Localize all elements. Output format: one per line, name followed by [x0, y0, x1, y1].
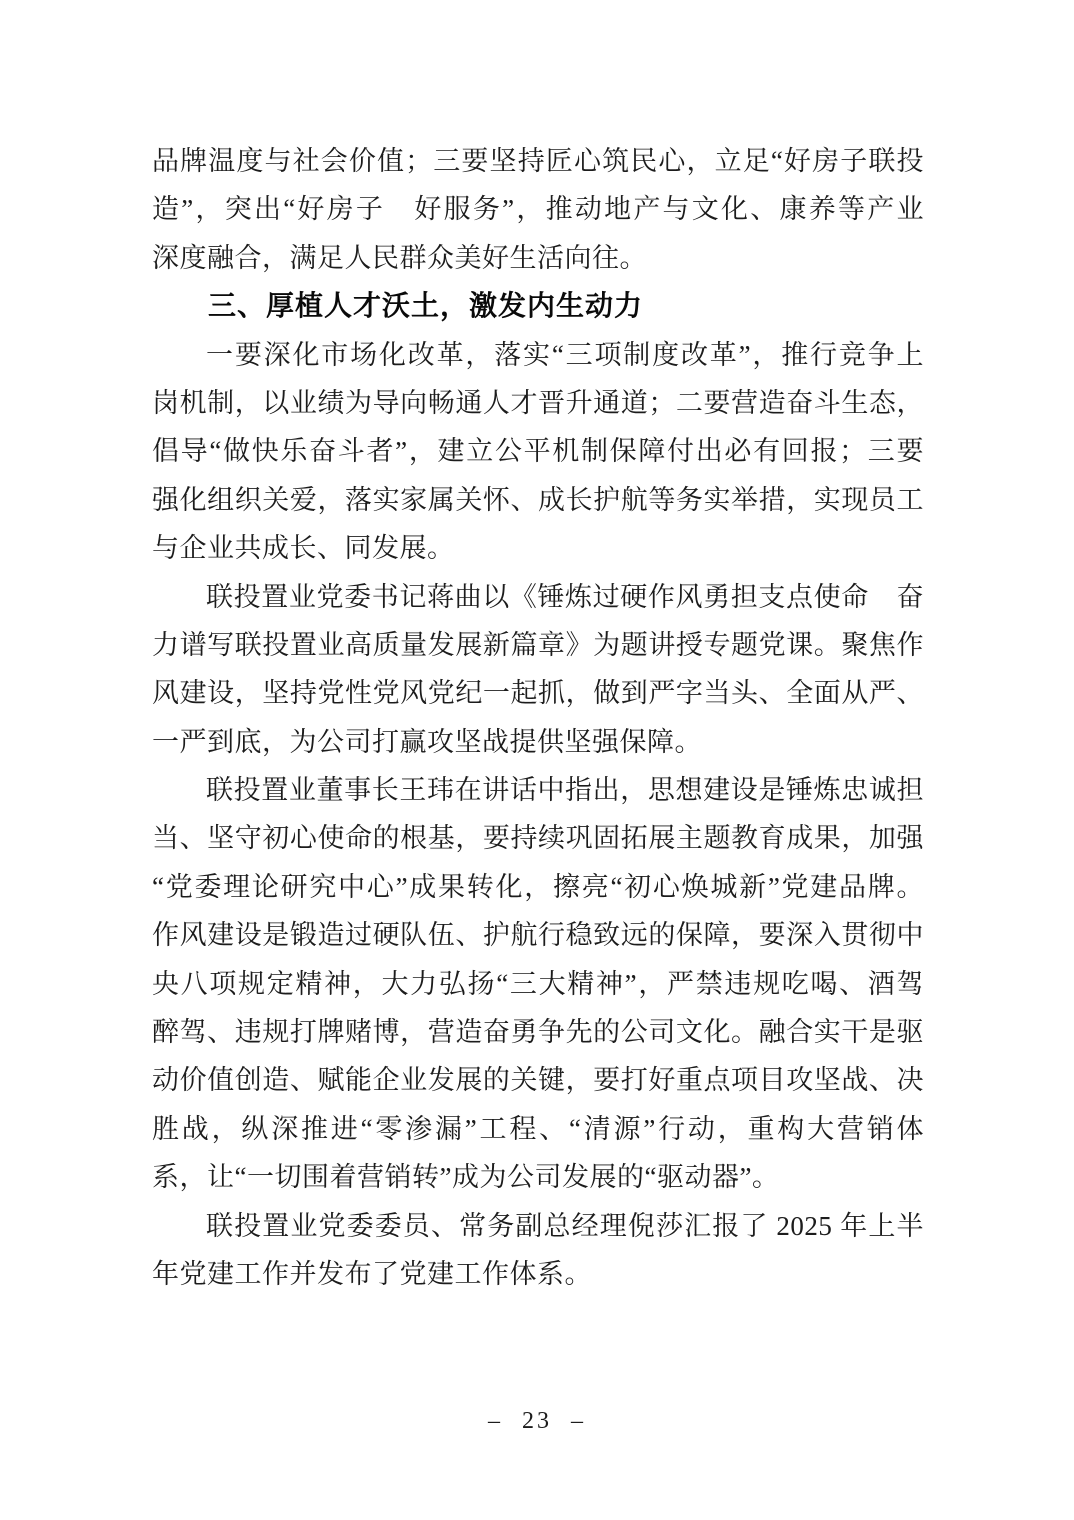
- text-line: 动价值创造、赋能企业发展的关键，要打好重点项目攻坚战、决: [152, 1065, 924, 1096]
- text-line: 造”，突出“好房子 好服务”，推动地产与文化、康养等产业: [152, 194, 924, 225]
- text-line: 醉驾、违规打牌赌博，营造奋勇争先的公司文化。融合实干是驱: [152, 1017, 924, 1048]
- text-line: 与企业共成长、同发展。: [152, 533, 455, 564]
- text-line: 倡导“做快乐奋斗者”，建立公平机制保障付出必有回报；三要: [152, 436, 924, 467]
- text-line: 力谱写联投置业高质量发展新篇章》为题讲授专题党课。聚焦作: [152, 629, 924, 660]
- text-line: 岗机制，以业绩为导向畅通人才晋升通道；二要营造奋斗生态，: [152, 387, 924, 418]
- text-line: 风建设，坚持党性党风党纪一起抓，做到严字当头、全面从严、: [152, 678, 924, 709]
- text-line: 系，让“一切围着营销转”成为公司发展的“驱动器”。: [152, 1162, 780, 1193]
- paragraph: [152, 137, 924, 282]
- paragraph: [152, 1202, 924, 1299]
- text-line: 联投置业党委委员、常务副总经理倪莎汇报了 2025 年上半: [206, 1210, 924, 1241]
- paragraph: [152, 766, 924, 1202]
- text-line: 胜战，纵深推进“零渗漏”工程、“清源”行动，重构大营销体: [152, 1113, 924, 1144]
- text-line: 联投置业党委书记蒋曲以《锤炼过硬作风勇担支点使命 奋: [206, 581, 924, 612]
- text-line: 联投置业董事长王玮在讲话中指出，思想建设是锤炼忠诚担: [206, 775, 924, 806]
- text-line: 作风建设是锻造过硬队伍、护航行稳致远的保障，要深入贯彻中: [152, 920, 924, 951]
- text-line: 央八项规定精神，大力弘扬“三大精神”，严禁违规吃喝、酒驾: [152, 968, 924, 999]
- page-footer: [0, 1408, 1074, 1435]
- text-line: 年党建工作并发布了党建工作体系。: [152, 1258, 592, 1289]
- heading-line: 三、厚植人才沃土，激发内生动力: [208, 290, 644, 322]
- text-line: “党委理论研究中心”成果转化，擦亮“初心焕城新”党建品牌。: [152, 871, 924, 902]
- text-line: 一严到底，为公司打赢攻坚战提供坚强保障。: [152, 726, 702, 757]
- section-heading: [152, 282, 924, 330]
- text-line: 深度融合，满足人民群众美好生活向往。: [152, 242, 647, 273]
- text-line: 强化组织关爱，落实家属关怀、成长护航等务实举措，实现员工: [152, 484, 924, 515]
- paragraph: [152, 331, 924, 573]
- document-body: [152, 137, 924, 1298]
- text-line: 一要深化市场化改革，落实“三项制度改革”，推行竞争上: [206, 339, 924, 370]
- page-number: – 23 –: [488, 1408, 586, 1434]
- text-line: 品牌温度与社会价值；三要坚持匠心筑民心，立足“好房子联投: [152, 146, 924, 176]
- paragraph: [152, 573, 924, 767]
- text-line: 当、坚守初心使命的根基，要持续巩固拓展主题教育成果，加强: [152, 823, 924, 854]
